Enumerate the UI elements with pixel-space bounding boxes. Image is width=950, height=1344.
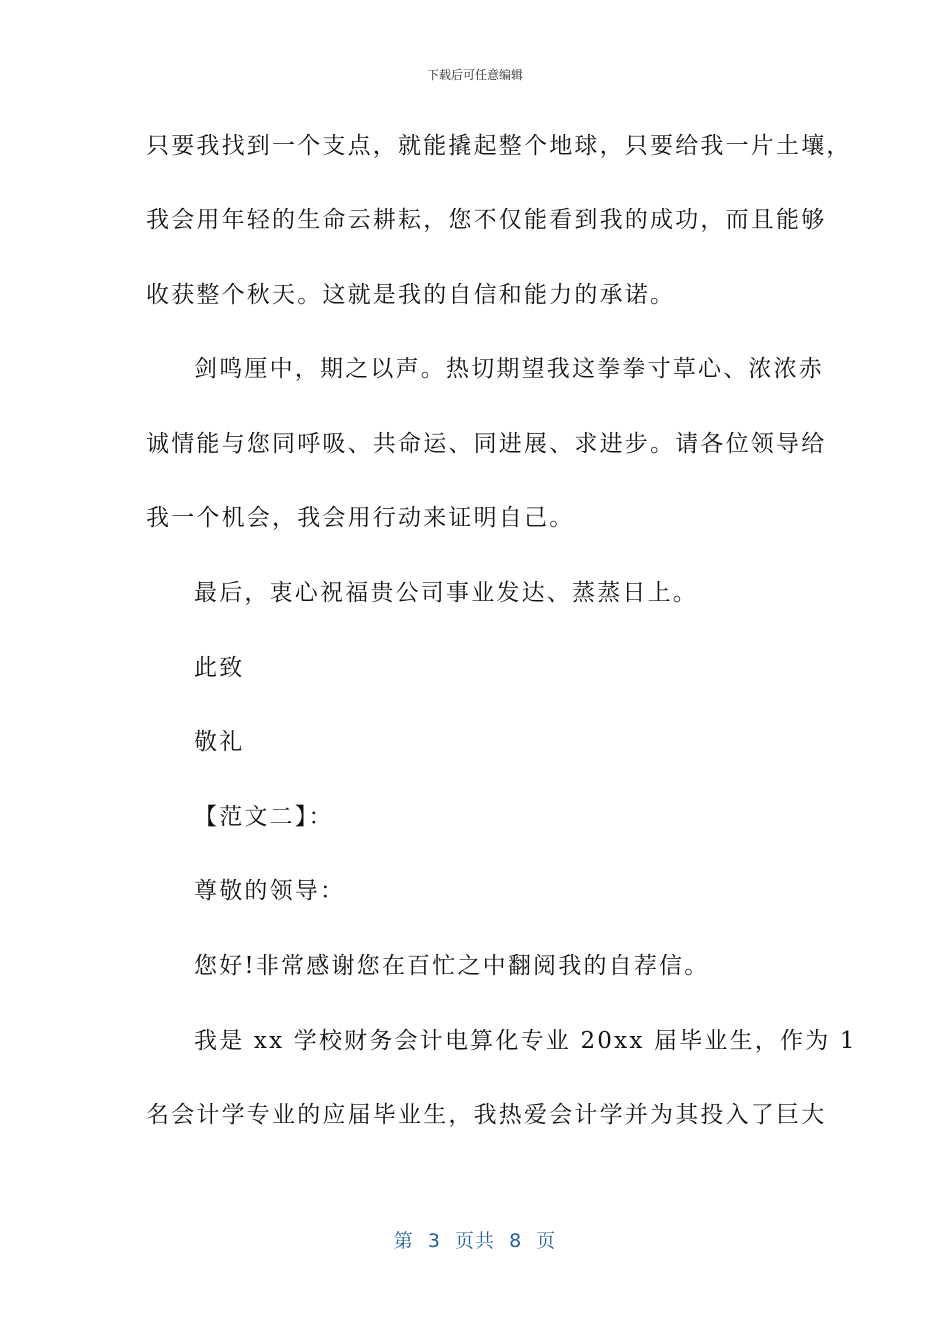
paragraph-line: 最后，衷心祝福贵公司事业发达、蒸蒸日上。: [194, 580, 698, 606]
salutation: 尊敬的领导：: [194, 878, 346, 904]
paragraph-line: 名会计学专业的应届毕业生，我热爱会计学并为其投入了巨大: [146, 1102, 827, 1128]
paragraph-line: 您好!非常感谢您在百忙之中翻阅我的自荐信。: [194, 953, 710, 979]
paragraph-line: 收获整个秋天。这就是我的自信和能力的承诺。: [146, 282, 676, 308]
paragraph-line: 我会用年轻的生命云耕耘，您不仅能看到我的成功，而且能够: [146, 207, 827, 233]
paragraph-line: 我是 xx 学校财务会计电算化专业 20xx 届毕业生，作为 1: [194, 1028, 857, 1054]
paragraph-line: 剑鸣厘中，期之以声。热切期望我这拳拳寸草心、浓浓赤: [194, 356, 824, 382]
closing-line: 敬礼: [194, 729, 245, 755]
paragraph-line: 诚情能与您同呼吸、共命运、同进展、求进步。请各位领导给: [146, 431, 827, 457]
section-heading: 【范文二】：: [194, 804, 334, 830]
paragraph-line: 只要我找到一个支点，就能撬起整个地球，只要给我一片土壤，: [146, 133, 852, 159]
header-note: 下载后可任意编辑: [426, 68, 523, 82]
closing-line: 此致: [194, 655, 245, 681]
page-number: 第 3 页共 8 页: [393, 1230, 557, 1252]
paragraph-line: 我一个机会，我会用行动来证明自己。: [146, 505, 575, 531]
